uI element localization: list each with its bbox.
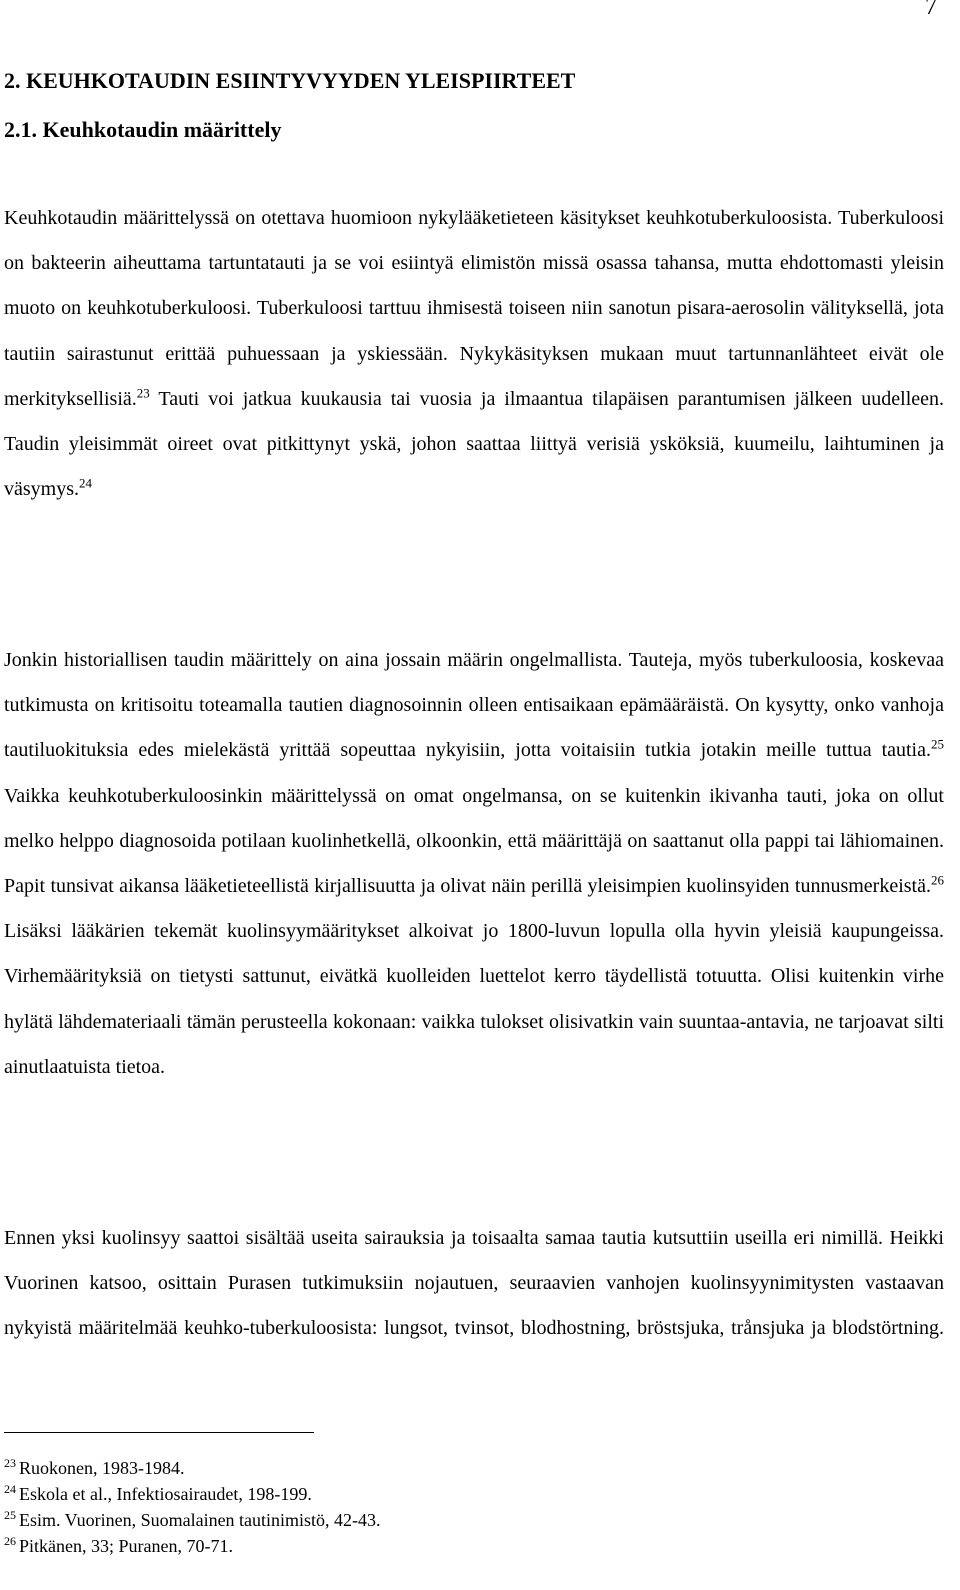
footnote-text: Pitkänen, 33; Puranen, 70-71. [19,1536,233,1556]
footnote-number: 26 [4,1534,16,1548]
paragraph-text: Jonkin historiallisen taudin määrittely on aina jossain määrin ongelmallista. Tauteja, myös tuberkuloosia, koskevaa tutkimusta on kritisoitu toteamalla tautien diagnosoinnin olleen entisaikaan epämääräistä. On kysytty, onko vanhoja tautiluokituksia edes mielekästä yrittää sopeuttaa nykyisiin, jotta voitaisiin tutkia jotakin meille tuttua tautia. [4,649,944,762]
footnote-reference: 25 [931,736,944,752]
footnote-text: Eskola et al., Infektiosairaudet, 198-199. [19,1484,312,1504]
paragraph-old-names: Ennen yksi kuolinsyy saattoi sisältää useita sairauksia ja toisaalta samaa tautia kutsuttiin useilla eri nimillä. Heikki Vuorinen katsoo, osittain Purasen tutkimuksiin nojautuen, seuraavien vanhojen kuolinsyynimitysten vastaavan nykyistä määritelmää keuhko-tuberkuloosista: lungsot, tvinsot, blodhostning, bröstsjuka, trånsjuka ja blodstörtning. [4,1227,944,1340]
footnote-reference: 23 [136,385,150,401]
footnote-number: 24 [4,1482,16,1496]
paragraph-historical-definition [4,638,944,1090]
footnote-text: Esim. Vuorinen, Suomalainen tautinimistö, 42-43. [19,1510,381,1530]
footnote-item [4,1533,381,1559]
footnote-item [4,1507,381,1533]
footnotes-list [4,1455,381,1559]
paragraph-text: Vaikka keuhkotuberkuloosinkin määrittelyssä on omat ongelmansa, on se kuitenkin ikivanha tauti, joka on ollut melko helppo diagnosoida potilaan kuolinhetkellä, olkoonkin, että määrittäjä on saattanut olla pappi tai lähiomainen. Papit tunsivat aikansa lääketieteellistä kirjallisuutta ja olivat näin perillä yleisimpien kuolinsyiden tunnusmerkeistä. [4,784,944,898]
paragraph-definition [4,196,944,512]
footnote-reference: 24 [79,475,92,491]
chapter-heading: 2. KEUHKOTAUDIN ESIINTYVYYDEN YLEISPIIRTEET [4,68,576,93]
footnote-reference: 26 [931,872,944,888]
footnote-item [4,1481,381,1507]
footnote-text: Ruokonen, 1983-1984. [19,1458,185,1478]
paragraph-text: Keuhkotaudin määrittelyssä on otettava huomioon nykylääketieteen käsitykset keuhkotuberkuloosista. Tuberkuloosi on bakteerin aiheuttama tartuntatauti ja se voi esiintyä elimistön missä osassa tahansa, mutta ehdottomasti yleisin muoto on keuhkotuberkuloosi. Tuberkuloosi tarttuu ihmisestä toiseen niin sanotun pisara-aerosolin välityksellä, jota tautiin sairastunut erittää puhuessaan ja yskiessään. Nykykäsityksen mukaan muut tartunnanlähteet eivät ole merkityksellisiä. [4,207,944,410]
paragraph-text: Tauti voi jatkua kuukausia tai vuosia ja ilmaantua tilapäisen parantumisen jälkeen uudelleen. Taudin yleisimmät oireet ovat pitkittynyt yskä, johon saattaa liittyä verisiä ysköksiä, kuumeilu, laihtuminen ja väsymys. [4,387,945,501]
footnote-number: 23 [4,1456,16,1470]
section-heading: 2.1. Keuhkotaudin määrittely [4,117,282,142]
footnote-item [4,1455,381,1481]
paragraph-text: Lisäksi lääkärien tekemät kuolinsyymääritykset alkoivat jo 1800-luvun lopulla olla hyvin yleisiä kaupungeissa. Virhemäärityksiä on tietysti sattunut, eivätkä kuolleiden luettelot kerro täydellistä totuutta. Olisi kuitenkin virhe hylätä lähdemateriaali tämän perusteella kokonaan: vaikka tulokset olisivatkin vain suuntaa-antavia, ne tarjoavat silti ainutlaatuista tietoa. [4,920,944,1078]
footnote-divider [4,1432,314,1433]
page-number: 7 [925,0,937,20]
footnote-number: 25 [4,1508,16,1522]
